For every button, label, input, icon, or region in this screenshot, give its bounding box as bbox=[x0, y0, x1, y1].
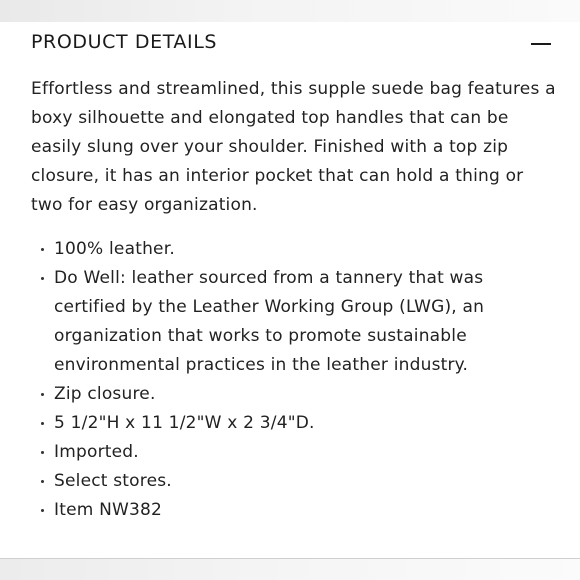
list-item bbox=[31, 438, 556, 467]
list-item bbox=[31, 235, 556, 264]
product-description: Effortless and streamlined, this supple suede bag features a boxy silhouette and elongated top handles that can be easily slung over your shoulder. Finished with a top zip closure, it has an interior pocket that can hold a thing or two for easy organization. bbox=[31, 79, 556, 215]
bullet-icon bbox=[41, 451, 44, 454]
bullet-icon bbox=[41, 480, 44, 483]
feature-list bbox=[31, 235, 556, 525]
bottom-fade bbox=[0, 559, 580, 580]
bullet-icon bbox=[41, 248, 44, 251]
bullet-icon bbox=[41, 509, 44, 512]
feature-text: Select stores. bbox=[54, 471, 172, 491]
feature-text: Do Well: leather sourced from a tannery that was certified by the Leather Working Group (LWG), an organization that works to promote sustainable environmental practices in the leather industry. bbox=[54, 268, 485, 375]
feature-text: Zip closure. bbox=[54, 384, 156, 404]
list-item bbox=[31, 409, 556, 438]
feature-text: 100% leather. bbox=[54, 239, 175, 259]
feature-text: Imported. bbox=[54, 442, 139, 462]
product-details-accordion bbox=[0, 22, 580, 66]
bullet-icon bbox=[41, 277, 44, 280]
section-title: PRODUCT DETAILS bbox=[31, 31, 218, 53]
top-fade bbox=[0, 0, 580, 22]
minus-icon[interactable] bbox=[531, 43, 551, 45]
feature-text: 5 1/2"H x 11 1/2"W x 2 3/4"D. bbox=[54, 413, 315, 433]
list-item bbox=[31, 264, 556, 380]
product-details-header[interactable] bbox=[0, 22, 580, 66]
list-item bbox=[31, 496, 556, 525]
bullet-icon bbox=[41, 422, 44, 425]
list-item bbox=[31, 380, 556, 409]
list-item bbox=[31, 467, 556, 496]
feature-text: Item NW382 bbox=[54, 500, 163, 520]
bullet-icon bbox=[41, 393, 44, 396]
